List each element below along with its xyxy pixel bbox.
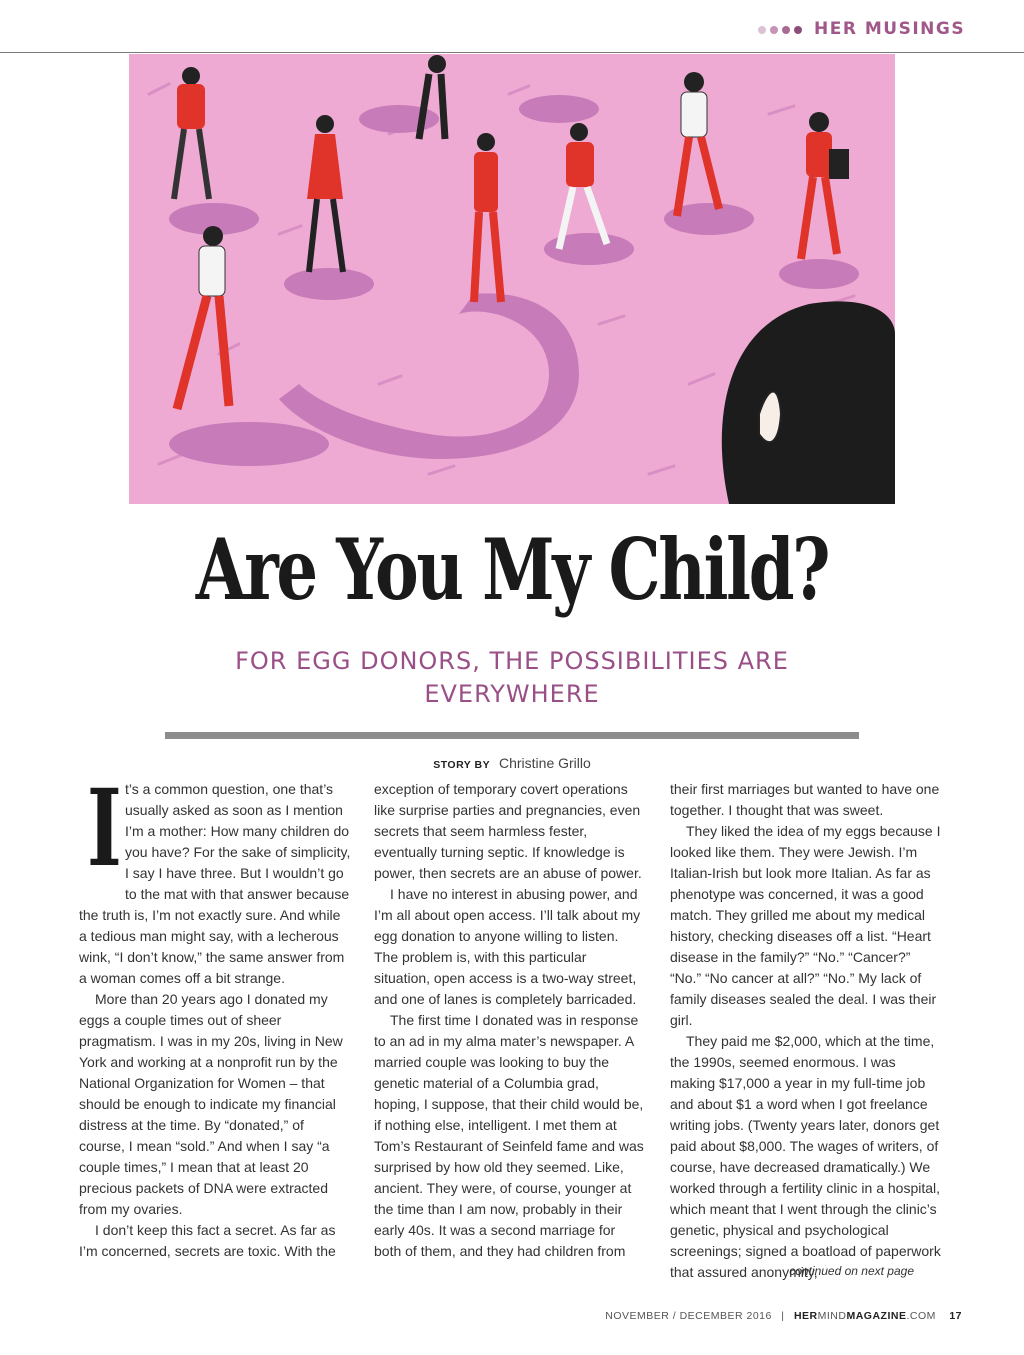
brand-part-mind: MIND bbox=[817, 1310, 847, 1322]
title-rule bbox=[165, 732, 859, 739]
paragraph: their first marriages but wanted to have one together. I thought that was sweet. bbox=[670, 781, 940, 818]
paragraph: I don’t keep this fact a secret. As far as I’m concerned, secrets are toxic. With the bbox=[79, 1222, 336, 1259]
paragraph: They liked the idea of my eggs because I looked like them. They were Jewish. I’m Italian-Irish but look more Italian. As far as phenotype was concerned, it was a good match. They grilled me about my medical history, checking diseases off a list. “Heart disease in the family?” “No.” “Cancer?” “No.” “No cancer at all?” “No.” My lack of family diseases sealed the deal. I was their girl. bbox=[670, 823, 941, 1028]
drop-cap: I bbox=[87, 765, 122, 890]
article-column-3 bbox=[670, 779, 942, 1283]
paragraph: More than 20 years ago I donated my eggs a couple times out of sheer pragmatism. I was in my 20s, living in New York and working at a nonprofit run by the National Organization for Women – that should be enough to indicate my financial distress at the time. By “donated,” of course, I mean “sold.” And when I say “a couple times,” I mean that at least 20 precious packets of DNA were extracted from my ovaries. bbox=[79, 991, 343, 1217]
article-column-1 bbox=[79, 765, 351, 1262]
brand-part-com: .COM bbox=[906, 1310, 936, 1322]
byline-label: STORY BY bbox=[433, 759, 491, 771]
footer-separator: | bbox=[781, 1310, 785, 1322]
dot-4 bbox=[794, 26, 802, 34]
paragraph: t’s a common question, one that’s usually asked as soon as I mention I’m a mother: How many children do you have? For the sake of simplicity, I say I have three. But I wouldn’t go to the mat with that answer because the truth is, I’m not exactly sure. And while a tedious man might say, with a lecherous wink, “I don’t know,” the same answer from a woman comes off a bit strange. bbox=[79, 781, 351, 986]
dot-2 bbox=[770, 26, 778, 34]
section-dots-icon bbox=[758, 26, 802, 34]
brand-part-her: HER bbox=[793, 1310, 818, 1322]
dot-3 bbox=[782, 26, 790, 34]
brand-part-magazine: MAGAZINE bbox=[846, 1310, 907, 1322]
article-title: Are You My Child? bbox=[195, 520, 829, 619]
paragraph: I have no interest in abusing power, and I’m all about open access. I’ll talk about my egg donation to anyone willing to listen. The problem is, with this particular situation, open access is a two-way street, and one of lanes is completely barricaded. bbox=[374, 886, 641, 1007]
header-rule bbox=[0, 52, 1024, 53]
paragraph: exception of temporary covert operations like surprise parties and pregnancies, even secrets that seem harmless fester, eventually turning septic. If knowledge is power, then secrets are an abuse of power. bbox=[374, 781, 642, 881]
page-number: 17 bbox=[949, 1310, 962, 1322]
article-column-2 bbox=[374, 779, 646, 1262]
paragraph: The first time I donated was in response to an ad in my alma mater’s newspaper. A married couple was looking to buy the genetic material of a Columbia grad, hoping, I suppose, that their child would be, if nothing else, intelligent. I met them at Tom’s Restaurant of Seinfeld fame and was surprised by how old they seemed. Like, ancient. They were, of course, younger at the time than I am now, probably in their early 40s. It was a second marriage for both of them, and they had children from bbox=[374, 1012, 644, 1259]
continued-note: continued on next page bbox=[789, 1264, 914, 1278]
crowd-walking-illustration bbox=[129, 54, 895, 504]
article-subtitle: FOR EGG DONORS, THE POSSIBILITIES ARE EVERYWHERE bbox=[235, 647, 789, 708]
byline bbox=[0, 755, 1024, 771]
paragraph: They paid me $2,000, which at the time, the 1990s, seemed enormous. I was making $17,000 a year in my full-time job and about $1 a word when I got freelance writing jobs. (Twenty years later, donors get paid about $8,000. The wages of writers, of course, have decreased dramatically.) We worked through a fertility clinic in a hospital, which meant that I went through the clinic’s genetic, physical and psychological screenings; signed a boatload of paperwork that assured anonymity, bbox=[670, 1033, 941, 1280]
section-label: HER MUSINGS bbox=[814, 19, 966, 39]
page-footer bbox=[600, 1310, 962, 1322]
page-header bbox=[0, 0, 1024, 54]
issue-date: NOVEMBER / DECEMBER 2016 bbox=[605, 1310, 772, 1322]
dot-1 bbox=[758, 26, 766, 34]
byline-author: Christine Grillo bbox=[498, 755, 591, 771]
